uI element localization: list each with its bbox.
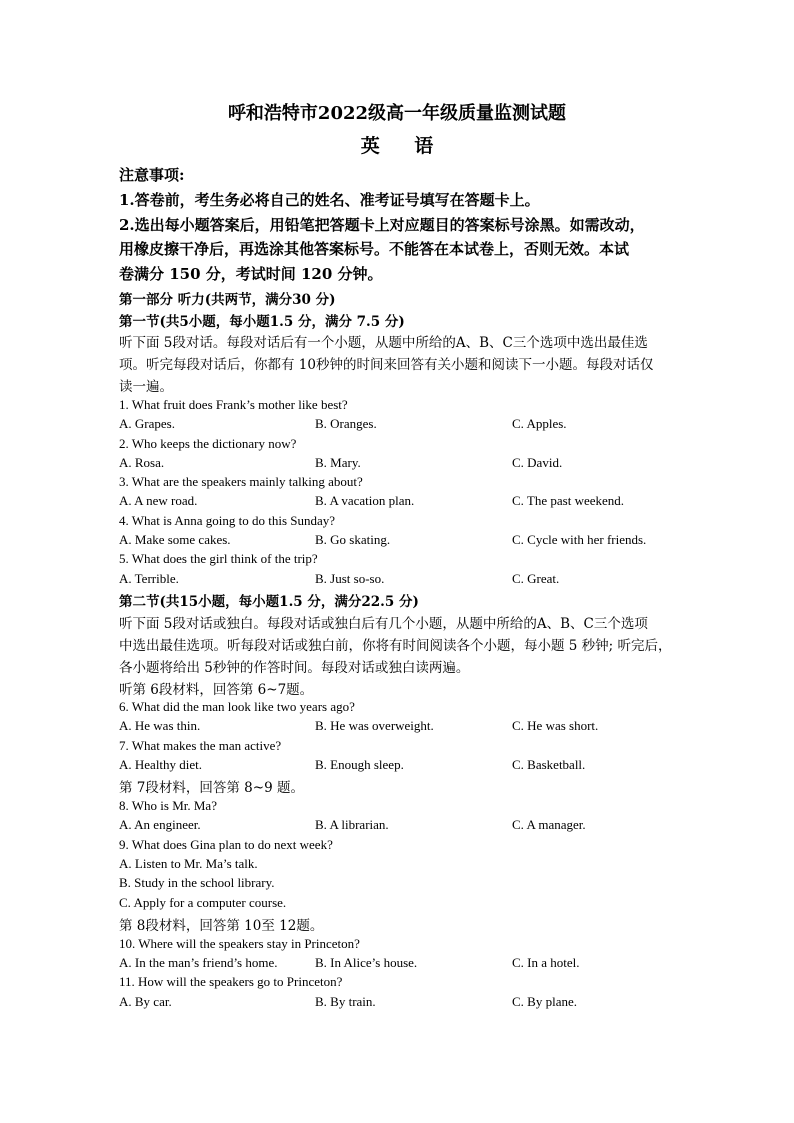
question-6-option-a: A. He was thin. (119, 718, 201, 733)
question-1-option-b: B. Oranges. (315, 416, 377, 431)
material-7-instruction: 第 7段材料，回答第 8~9 题。 (119, 780, 304, 796)
question-8-stem: 8. Who is Mr. Ma? (119, 798, 217, 813)
question-11-stem: 11. How will the speakers go to Princeton? (119, 974, 343, 989)
question-5-option-c: C. Great. (512, 571, 560, 586)
question-8-option-c: C. A manager. (512, 817, 586, 832)
question-7-option-c: C. Basketball. (512, 757, 586, 772)
question-5-option-b: B. Just so-so. (315, 571, 385, 586)
question-9-option-b: B. Study in the school library. (119, 875, 275, 890)
question-6-option-b: B. He was overweight. (315, 718, 434, 733)
question-9-stem: 9. What does Gina plan to do next week? (119, 837, 333, 852)
question-5-stem: 5. What does the girl think of the trip? (119, 551, 318, 566)
subject-title: 英 语 (360, 135, 448, 157)
question-10-option-c: C. In a hotel. (512, 955, 580, 970)
section2-instructions-line-1: 听下面 5段对话或独白。每段对话或独白后有几个小题，从题中所给的A、B、C三个选项 (119, 616, 648, 632)
notice-heading: 注意事项: (119, 166, 185, 184)
question-10-option-a: A. In the man’s friend’s home. (119, 955, 278, 970)
question-10-stem: 10. Where will the speakers stay in Princeton? (119, 936, 360, 951)
question-10-option-b: B. In Alice’s house. (315, 955, 418, 970)
question-8-option-b: B. A librarian. (315, 817, 389, 832)
exam-title: 呼和浩特市2022级高一年级质量监测试题 (227, 103, 567, 124)
question-4-option-a: A. Make some cakes. (119, 532, 231, 547)
question-9-option-a: A. Listen to Mr. Ma’s talk. (119, 856, 258, 871)
notice-item-2-line-1: 2.选出每小题答案后，用铅笔把答题卡上对应题目的答案标号涂黑。如需改动， (119, 216, 645, 234)
question-2-option-c: C. David. (512, 455, 563, 470)
notice-item-1: 1.答卷前，考生务必将自己的姓名、准考证号填写在答题卡上。 (119, 191, 540, 209)
part1-heading: 第一部分 听力(共两节，满分30 分) (119, 292, 336, 308)
question-7-option-a: A. Healthy diet. (119, 757, 203, 772)
section1-instructions-line-3: 读一遍。 (119, 379, 173, 395)
question-3-option-b: B. A vacation plan. (315, 493, 415, 508)
question-8-option-a: A. An engineer. (119, 817, 201, 832)
question-9-option-c: C. Apply for a computer course. (119, 895, 287, 910)
question-2-option-a: A. Rosa. (119, 455, 165, 470)
question-11-option-c: C. By plane. (512, 994, 577, 1009)
question-1-option-c: C. Apples. (512, 416, 567, 431)
section1-heading: 第一节(共5小题，每小题1.5 分，满分 7.5 分) (119, 314, 405, 330)
notice-item-2-line-3: 卷满分 150 分，考试时间 120 分钟。 (119, 265, 383, 283)
question-11-option-b: B. By train. (315, 994, 376, 1009)
question-6-stem: 6. What did the man look like two years ago? (119, 699, 355, 714)
question-4-option-b: B. Go skating. (315, 532, 391, 547)
section2-instructions-line-3: 各小题将给出 5秒钟的作答时间。每段对话或独白读两遍。 (119, 660, 470, 676)
question-1-stem: 1. What fruit does Frank’s mother like best? (119, 397, 348, 412)
question-5-option-a: A. Terrible. (119, 571, 179, 586)
question-3-stem: 3. What are the speakers mainly talking about? (119, 474, 363, 489)
question-2-option-b: B. Mary. (315, 455, 361, 470)
question-7-stem: 7. What makes the man active? (119, 738, 282, 753)
question-11-option-a: A. By car. (119, 994, 172, 1009)
section1-instructions-line-1: 听下面 5段对话。每段对话后有一个小题，从题中所给的A、B、C三个选项中选出最佳选 (119, 335, 648, 351)
question-1-option-a: A. Grapes. (119, 416, 175, 431)
question-4-stem: 4. What is Anna going to do this Sunday? (119, 513, 336, 528)
section2-heading: 第二节(共15小题，每小题1.5 分，满分22.5 分) (119, 594, 419, 610)
material-6-instruction: 听第 6段材料，回答第 6~7题。 (119, 682, 314, 698)
question-4-option-c: C. Cycle with her friends. (512, 532, 647, 547)
notice-item-2-line-2: 用橡皮擦干净后，再选涂其他答案标号。不能答在本试卷上，否则无效。本试 (119, 240, 630, 258)
section2-instructions-line-2: 中选出最佳选项。听每段对话或独白前，你将有时间阅读各个小题，每小题 5 秒钟; 听完后， (119, 638, 672, 654)
question-6-option-c: C. He was short. (512, 718, 599, 733)
section1-instructions-line-2: 项。听完每段对话后，你都有 10秒钟的时间来回答有关小题和阅读下一小题。每段对话仅 (119, 357, 654, 373)
question-2-stem: 2. Who keeps the dictionary now? (119, 436, 297, 451)
question-3-option-c: C. The past weekend. (512, 493, 625, 508)
question-3-option-a: A. A new road. (119, 493, 198, 508)
question-7-option-b: B. Enough sleep. (315, 757, 404, 772)
material-8-instruction: 第 8段材料，回答第 10至 12题。 (119, 918, 324, 934)
